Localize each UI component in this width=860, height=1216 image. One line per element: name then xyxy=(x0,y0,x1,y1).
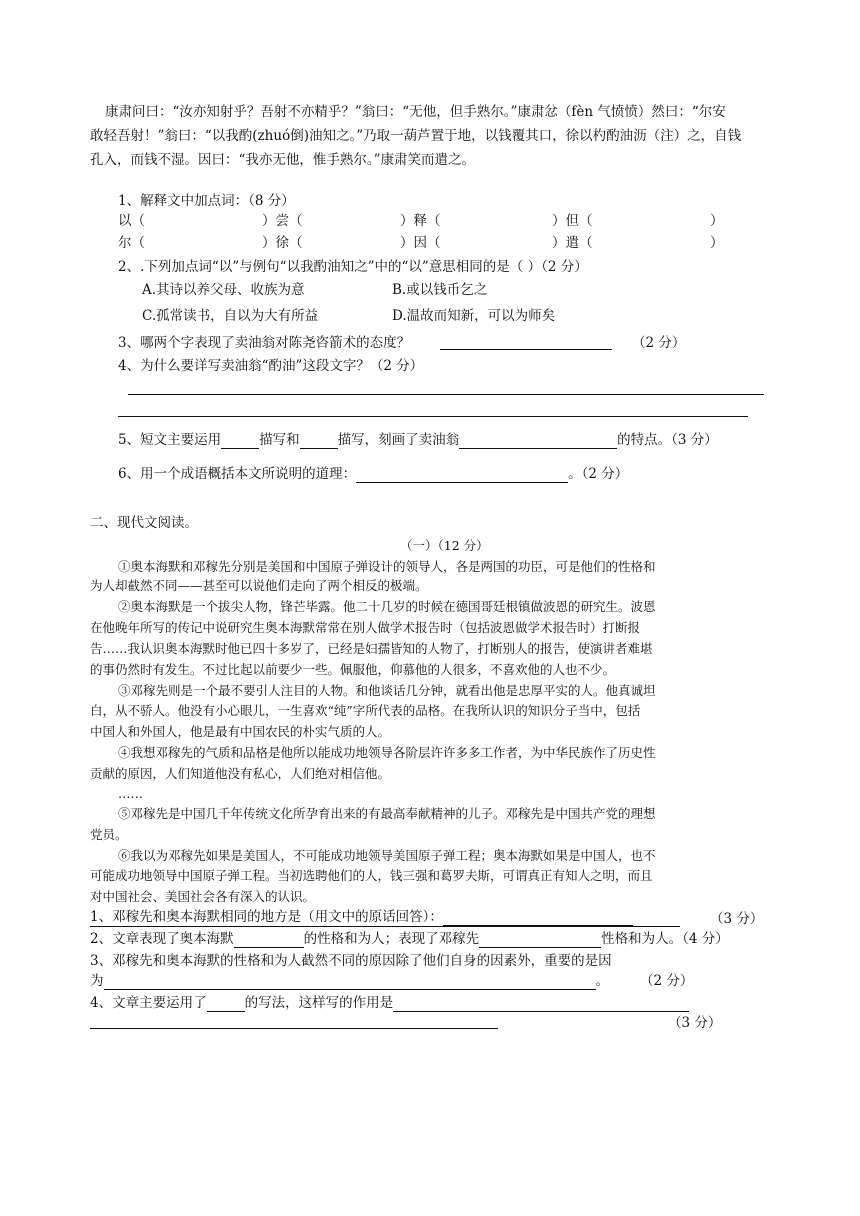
question-3: 3、哪两个字表现了卖油翁对陈尧咨箭术的态度？ xyxy=(118,335,411,351)
q4-answer-line-1[interactable] xyxy=(128,394,764,395)
modern-question-3: 3、邓稼先和奥本海默的性格和为人截然不同的原因除了他们自身的因素外，重要的是因 xyxy=(90,953,612,969)
mq4-answer-line[interactable] xyxy=(90,1028,498,1029)
modern-line: 的事仍然时有发生。不过比起以前要少一些。佩服他，仰慕他的人很多，不喜欢他的人也不少。 xyxy=(90,662,616,677)
section-heading: 二、现代文阅读。 xyxy=(90,515,198,531)
q5-blank-1[interactable] xyxy=(221,434,259,449)
q3-answer-line[interactable] xyxy=(440,349,612,350)
modern-line: 中国人和外国人，他是最有中国农民的朴实气质的人。 xyxy=(90,724,391,739)
mq1-answer-line[interactable] xyxy=(90,926,680,927)
mq4-blank-2[interactable] xyxy=(393,997,689,1012)
q5-text-b: 描写和 xyxy=(259,432,300,448)
mq3-blank[interactable] xyxy=(104,975,596,990)
mq1-score: （3 分） xyxy=(710,911,764,927)
q1-row1-b: ）尝（ xyxy=(262,213,303,229)
mq4-text-a: 4、文章主要运用了 xyxy=(90,995,207,1011)
q1-row1-d: ）但（ xyxy=(552,213,593,229)
modern-line: 告……我认识奥本海默时他已四十多岁了，已经是妇孺皆知的人物了，打断别人的报告，使演讲者难堪 xyxy=(90,641,653,656)
modern-line: ⑤邓稼先是中国几千年传统文化所孕育出来的有最高奉献精神的儿子。邓稼先是中国共产党的理想 xyxy=(118,806,656,821)
mq4-blank-1[interactable] xyxy=(207,997,245,1012)
mq3-text-c: 。 xyxy=(595,973,609,989)
q1-row2-e: ） xyxy=(710,235,724,251)
q5-text-d: 的特点。（3 分） xyxy=(617,432,718,448)
modern-line: 党员。 xyxy=(90,827,128,842)
passage-line-1: 康肃问曰：“汝亦知射乎？吾射不亦精乎？”翁曰：“无他，但手熟尔。”康肃忿（fèn 气愤愤）然曰：“尔安 xyxy=(105,104,726,120)
question-6 xyxy=(118,465,628,483)
q5-text-a: 5、短文主要运用 xyxy=(118,432,222,448)
q2-option-b: B.或以钱币乞之 xyxy=(392,282,488,298)
modern-question-2 xyxy=(90,930,729,948)
modern-line: 为人却截然不同——甚至可以说他们走向了两个相反的极端。 xyxy=(90,578,428,593)
modern-line: ①奥本海默和邓稼先分别是美国和中国原子弹设计的领导人，各是两国的功臣，可是他们的性格和 xyxy=(118,559,656,574)
q3-score: （2 分） xyxy=(632,335,686,351)
question-1: 1、解释文中加点词：（8 分） xyxy=(118,193,295,209)
mq2-blank-2[interactable] xyxy=(479,933,601,948)
modern-line: 贡献的原因，人们知道他没有私心，人们绝对相信他。 xyxy=(90,766,391,781)
subsection-heading: （一）（12 分） xyxy=(400,538,489,553)
question-5 xyxy=(118,431,718,449)
passage-line-2: 敢轻吾射！”翁曰：“以我酌(zhuó倒)油知之。”乃取一葫芦置于地，以钱覆其口，徐以杓酌油沥（注）之，自钱 xyxy=(90,128,742,144)
mq2-text-a: 2、文章表现了奥本海默 xyxy=(90,931,234,947)
modern-ellipsis: …… xyxy=(118,786,143,801)
q1-row2-a: 尔（ xyxy=(118,235,145,251)
q1-row2-d: ）遣（ xyxy=(552,235,593,251)
mq3-text-b: 为 xyxy=(90,973,104,989)
q2-option-d: D.温故而知新，可以为师矣 xyxy=(392,308,556,324)
q1-row2-b: ）徐（ xyxy=(262,235,303,251)
q2-option-a: A.其诗以养父母、收族为意 xyxy=(142,282,305,298)
q5-blank-2[interactable] xyxy=(300,434,338,449)
q1-row1-e: ） xyxy=(710,213,724,229)
q2-option-c: C.孤常读书，自以为大有所益 xyxy=(142,308,319,324)
mq1-blank[interactable] xyxy=(443,911,633,926)
passage-line-3: 孔入，而钱不湿。因曰：“我亦无他，惟手熟尔。”康肃笑而遣之。 xyxy=(90,152,476,168)
mq2-text-b: 的性格和为人；表现了邓稼先 xyxy=(303,931,480,947)
modern-line: ④我想邓稼先的气质和品格是他所以能成功地领导各阶层许许多多工作者，为中华民族作了历史性 xyxy=(118,745,656,760)
modern-line: 在他晚年所写的传记中说研究生奥本海默常常在别人做学术报告时（包括波恩做学术报告时）打断报 xyxy=(90,620,641,635)
q1-row1-c: ）释（ xyxy=(400,213,441,229)
question-2: 2、.下列加点词“以”与例句“以我酌油知之”中的“以”意思相同的是（ ）（2 分） xyxy=(118,259,588,275)
modern-line: 对中国社会、美国社会各有深入的认识。 xyxy=(90,889,316,904)
modern-line: ⑥我以为邓稼先如果是美国人，不可能成功地领导美国原子弹工程；奥本海默如果是中国人，也不 xyxy=(118,848,656,863)
modern-line: 白，从不骄人。他没有小心眼儿，一生喜欢“纯”字所代表的品格。在我所认识的知识分子当中，包括 xyxy=(90,703,641,718)
question-4: 4、为什么要详写卖油翁“酌油”这段文字？（2 分） xyxy=(118,358,424,374)
mq4-text-b: 的写法，这样写的作用是 xyxy=(244,995,394,1011)
q6-text-b: 。（2 分） xyxy=(568,466,629,482)
modern-line: ③邓稼先则是一个最不要引人注目的人物。和他谈话几分钟，就看出他是忠厚平实的人。他真诚坦 xyxy=(118,683,656,698)
modern-question-3-cont xyxy=(90,972,609,990)
mq3-score: （2 分） xyxy=(640,973,694,989)
q5-text-c: 描写，刻画了卖油翁 xyxy=(337,432,460,448)
modern-line: 可能成功地领导中国原子弹工程。当初选聘他们的人，钱三强和葛罗夫斯，可谓真正有知人之明，而且 xyxy=(90,868,653,883)
q6-text-a: 6、用一个成语概括本文所说明的道理： xyxy=(118,466,357,482)
modern-line: ②奥本海默是一个拔尖人物，锋芒毕露。他二十几岁的时候在德国哥廷根镇做波恩的研究生。波恩 xyxy=(118,599,656,614)
mq1-text: 1、邓稼先和奥本海默相同的地方是（用文中的原话回答）： xyxy=(90,909,443,925)
modern-question-4 xyxy=(90,994,689,1012)
mq2-blank-1[interactable] xyxy=(234,933,304,948)
q6-blank[interactable] xyxy=(356,468,568,483)
q1-row1-a: 以（ xyxy=(118,213,145,229)
q5-blank-3[interactable] xyxy=(459,434,617,449)
modern-question-1 xyxy=(90,908,633,926)
mq2-text-c: 性格和为人。（4 分） xyxy=(601,931,729,947)
q4-answer-line-2[interactable] xyxy=(118,416,748,417)
q1-row2-c: ）因（ xyxy=(400,235,441,251)
mq4-score: （3 分） xyxy=(668,1015,722,1031)
